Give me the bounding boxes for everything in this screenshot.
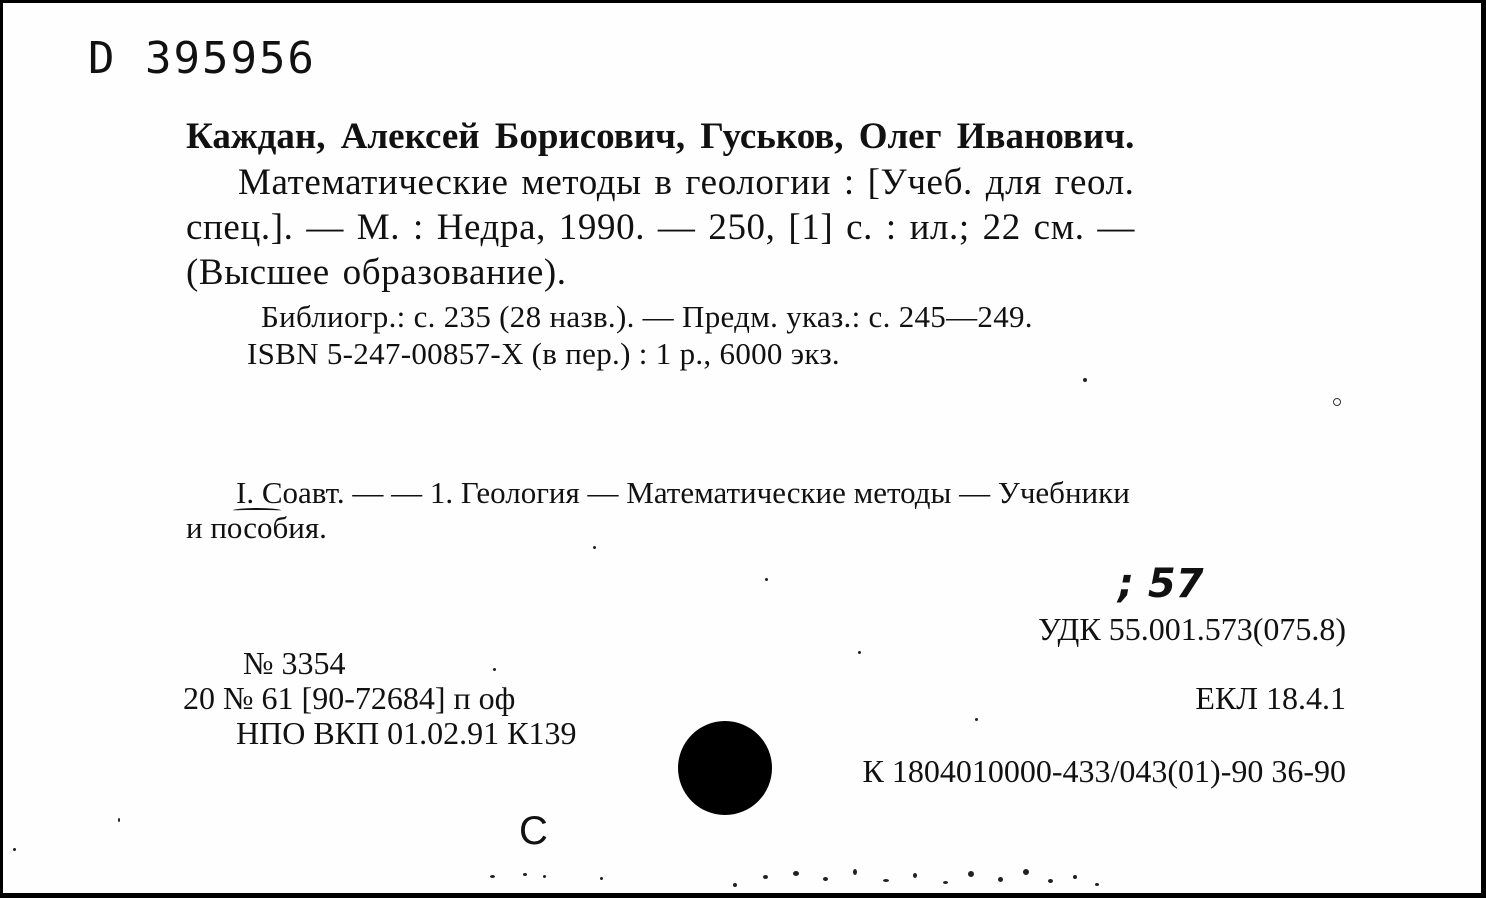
speck	[593, 546, 596, 549]
speck	[733, 883, 737, 887]
catalog-card	[3, 3, 1481, 893]
copyright-mark: С	[519, 809, 548, 853]
order-line: 20 № 61 [90-72684] п оф	[183, 680, 516, 716]
speck	[913, 873, 917, 878]
tracing-line-2: и пособия.	[186, 510, 327, 545]
tracing-line-1: I. Соавт. — — 1. Геология — Математические методы — Учебники	[236, 475, 1130, 510]
speck	[858, 651, 861, 654]
speck	[765, 578, 768, 581]
authors-heading: Каждан, Алексей Борисович, Гуськов, Олег Иванович.	[186, 116, 1135, 157]
speck	[1333, 398, 1341, 406]
title-line-1: Математические методы в геологии : [Учеб. для геол.	[238, 162, 1135, 203]
card-number: № 3354	[243, 645, 346, 681]
speck	[998, 877, 1003, 882]
speck	[793, 871, 799, 876]
speck	[1073, 875, 1077, 879]
title-line-3: (Высшее образование).	[186, 252, 567, 293]
speck	[118, 818, 120, 822]
speck	[968, 871, 974, 877]
udk-classification: УДК 55.001.573(075.8)	[1038, 611, 1346, 647]
speck	[763, 875, 768, 879]
k-code: К 1804010000-433/043(01)-90 36-90	[862, 753, 1346, 789]
isbn-line: ISBN 5-247-00857-X (в пер.) : 1 р., 6000 экз.	[247, 336, 840, 371]
speck	[490, 875, 495, 878]
speck	[600, 877, 603, 880]
speck	[1023, 869, 1029, 875]
speck	[1083, 378, 1087, 382]
speck	[543, 875, 546, 878]
speck	[975, 718, 978, 721]
ekl-classification: ЕКЛ 18.4.1	[1195, 680, 1346, 716]
handwritten-shelf-mark: ; 57	[1118, 561, 1204, 607]
punch-hole	[678, 721, 772, 815]
speck	[523, 873, 527, 876]
title-line-2: спец.]. — М. : Недра, 1990. — 250, [1] с. : ил.; 22 см. —	[186, 207, 1136, 248]
speck	[883, 879, 889, 882]
speck	[13, 848, 16, 851]
speck	[493, 668, 496, 671]
speck	[943, 881, 948, 884]
bibliography-note: Библиогр.: с. 235 (28 назв.). — Предм. указ.: с. 245—249.	[261, 299, 1033, 334]
speck	[1095, 883, 1099, 886]
speck	[823, 877, 828, 881]
npo-line: НПО ВКП 01.02.91 К139	[236, 715, 577, 751]
card-inventory-id: D 395956	[88, 33, 316, 84]
speck	[853, 869, 857, 875]
speck	[1048, 879, 1053, 883]
